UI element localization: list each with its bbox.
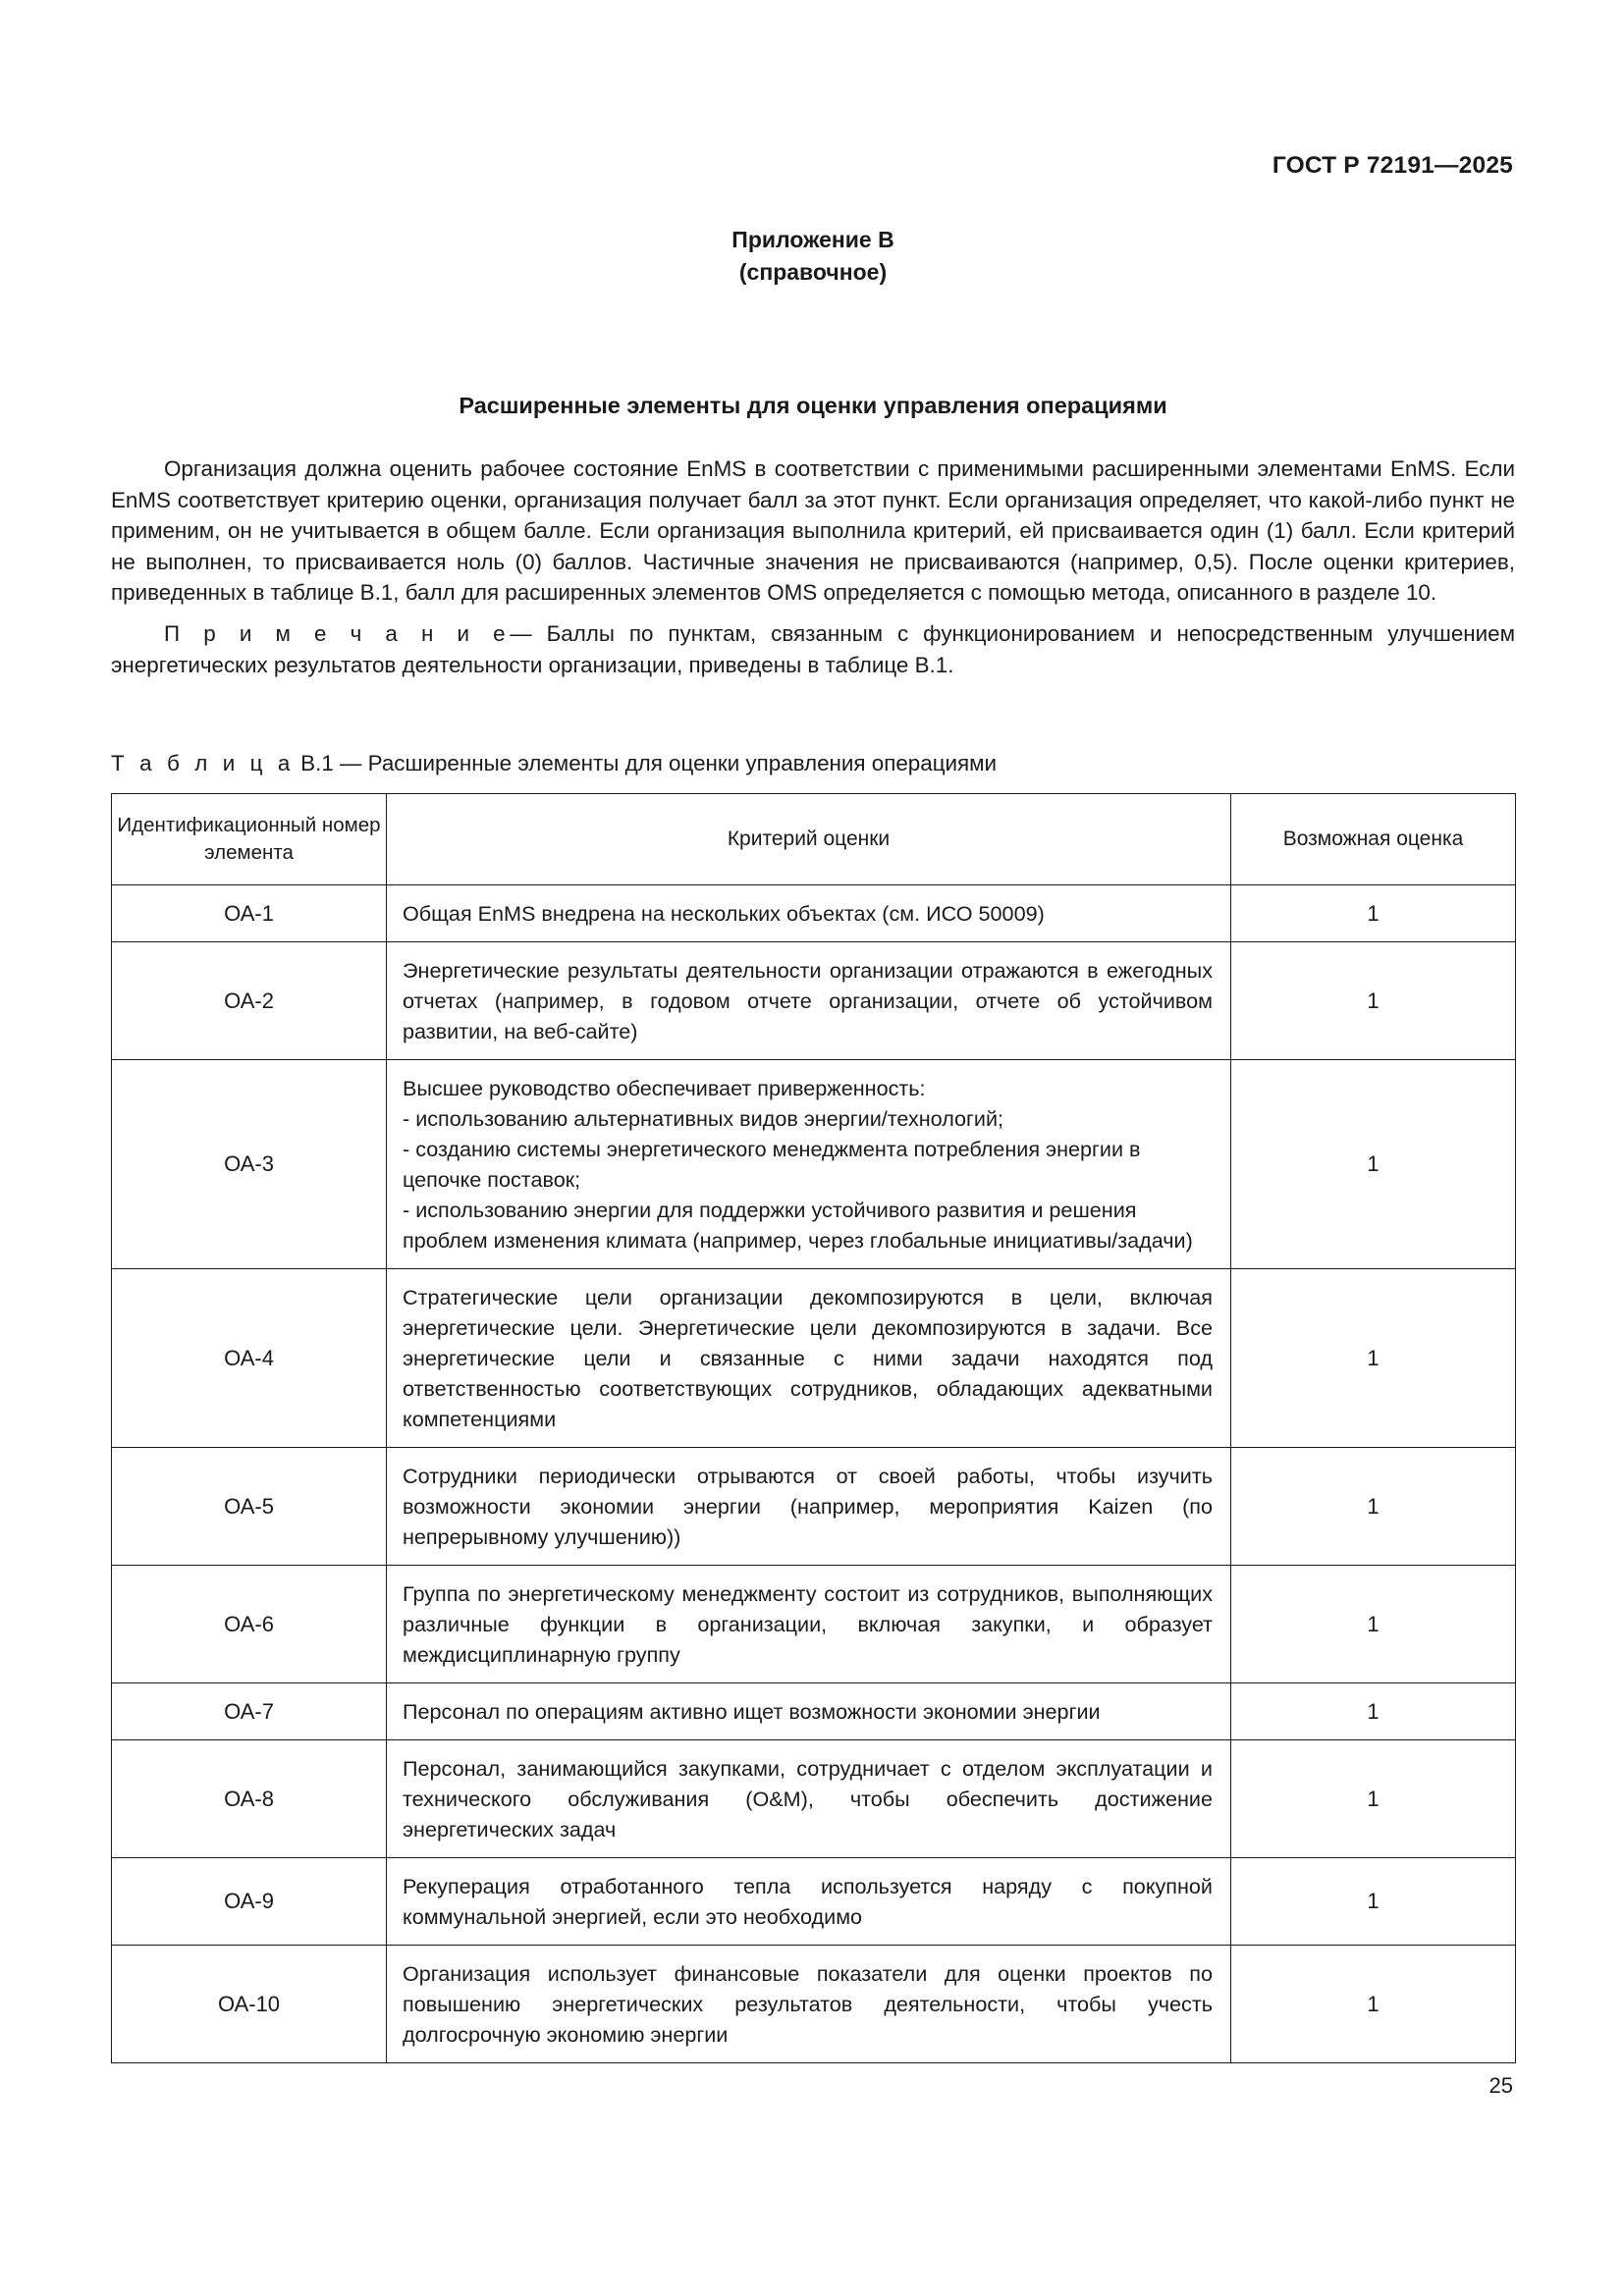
body-text (111, 454, 1515, 680)
table-caption-title: Расширенные элементы для оценки управления операциями (367, 751, 998, 775)
cell-possible-score: 1 (1231, 1946, 1516, 2063)
criterion-line: - использованию альтернативных видов энергии/технологий; (403, 1106, 1004, 1131)
criterion-line: - использованию энергии для поддержки устойчивого развития и решения проблем изменения климата (например, через глобальные инициативы/задачи) (403, 1198, 1193, 1253)
table-row (112, 942, 1516, 1060)
cell-element-id: ОА-2 (112, 942, 387, 1060)
cell-element-id: ОА-1 (112, 885, 387, 942)
table-row (112, 1269, 1516, 1448)
table-body (112, 885, 1516, 2063)
running-header: ГОСТ Р 72191—2025 (1272, 152, 1513, 179)
cell-element-id: ОА-3 (112, 1060, 387, 1269)
table-header-row (112, 794, 1516, 885)
note-text: Баллы по пунктам, связанным с функционированием и непосредственным улучшением энергетических результатов деятельности организации, приведены в таблице В.1. (111, 620, 1515, 677)
cell-element-id: ОА-8 (112, 1740, 387, 1858)
cell-possible-score: 1 (1231, 1566, 1516, 1683)
column-header-criterion: Критерий оценки (387, 794, 1231, 885)
table-row (112, 1060, 1516, 1269)
cell-criterion: Рекуперация отработанного тепла используется наряду с покупной коммунальной энергией, если это необходимо (387, 1858, 1231, 1946)
table-caption (111, 751, 997, 776)
cell-criterion: Персонал по операциям активно ищет возможности экономии энергии (387, 1683, 1231, 1740)
cell-possible-score: 1 (1231, 1740, 1516, 1858)
table-row (112, 1448, 1516, 1566)
cell-criterion: Энергетические результаты деятельности организации отражаются в ежегодных отчетах (например, в годовом отчете организации, отчете об устойчивом развитии, на веб-сайте) (387, 942, 1231, 1060)
table-row (112, 1946, 1516, 2063)
table-header (112, 794, 1516, 885)
cell-criterion: Стратегические цели организации декомпозируются в цели, включая энергетические цели. Энергетические цели декомпозируются в задачи. Все энергетические цели и связанные с ними задачи находятся под ответственностью соответствующих сотрудников, обладающих адекватными компетенциями (387, 1269, 1231, 1448)
cell-criterion: Общая EnMS внедрена на нескольких объектах (см. ИСО 50009) (387, 885, 1231, 942)
cell-element-id: ОА-6 (112, 1566, 387, 1683)
cell-criterion: Организация использует финансовые показатели для оценки проектов по повышению энергетических результатов деятельности, чтобы учесть долгосрочную экономию энергии (387, 1946, 1231, 2063)
criterion-line: Высшее руководство обеспечивает приверженность: (403, 1076, 926, 1100)
table-wrapper (111, 793, 1515, 2063)
note-label: П р и м е ч а н и е (164, 620, 511, 646)
cell-element-id: ОА-10 (112, 1946, 387, 2063)
page-number: 25 (1489, 2073, 1513, 2098)
cell-element-id: ОА-5 (112, 1448, 387, 1566)
cell-possible-score: 1 (1231, 1060, 1516, 1269)
cell-criterion: Персонал, занимающийся закупками, сотрудничает с отделом эксплуатации и технического обслуживания (O&M), чтобы обеспечить достижение энергетических задач (387, 1740, 1231, 1858)
column-header-id: Идентификационный номер элемента (112, 794, 387, 885)
cell-possible-score: 1 (1231, 1858, 1516, 1946)
note-paragraph (111, 618, 1515, 680)
table-row (112, 1683, 1516, 1740)
cell-criterion (387, 1060, 1231, 1269)
cell-possible-score: 1 (1231, 1269, 1516, 1448)
cell-possible-score: 1 (1231, 942, 1516, 1060)
note-dash: — (510, 620, 532, 646)
cell-possible-score: 1 (1231, 885, 1516, 942)
extended-elements-table (111, 793, 1516, 2063)
criterion-line: - созданию системы энергетического менеджмента потребления энергии в цепочке поставок; (403, 1137, 1141, 1192)
cell-possible-score: 1 (1231, 1448, 1516, 1566)
cell-possible-score: 1 (1231, 1683, 1516, 1740)
cell-criterion: Группа по энергетическому менеджменту состоит из сотрудников, выполняющих различные функции в организации, включая закупки, и образует междисциплинарную группу (387, 1566, 1231, 1683)
table-row (112, 1858, 1516, 1946)
table-caption-number: В.1 (300, 751, 334, 775)
column-header-score: Возможная оценка (1231, 794, 1516, 885)
cell-element-id: ОА-7 (112, 1683, 387, 1740)
annex-kind: (справочное) (738, 259, 888, 285)
annex-label: Приложение В (731, 227, 894, 252)
paragraph-1: Организация должна оценить рабочее состояние EnMS в соответствии с применимыми расширенными элементами EnMS. Если EnMS соответствует критерию оценки, организация получает балл за этот пункт. Если организация определяет, что какой-либо пункт не применим, он не учитывается в общем балле. Если организация выполнила критерий, ей присваивается один (1) балл. Если критерий не выполнен, то присваивается ноль (0) баллов. Частичные значения не присваиваются (например, 0,5). После оценки критериев, приведенных в таблице В.1, балл для расширенных элементов OMS определяется с помощью метода, описанного в разделе 10. (111, 456, 1515, 606)
table-row (112, 1566, 1516, 1683)
table-row (112, 885, 1516, 942)
table-row (112, 1740, 1516, 1858)
page-title: Расширенные элементы для оценки управления операциями (459, 393, 1167, 418)
table-caption-dash: — (340, 751, 362, 775)
annex-heading (111, 224, 1515, 289)
cell-criterion: Сотрудники периодически отрываются от своей работы, чтобы изучить возможности экономии энергии (например, мероприятия Kaizen (по непрерывному улучшению)) (387, 1448, 1231, 1566)
cell-element-id: ОА-9 (112, 1858, 387, 1946)
table-caption-label: Т а б л и ц а (111, 751, 295, 775)
cell-element-id: ОА-4 (112, 1269, 387, 1448)
